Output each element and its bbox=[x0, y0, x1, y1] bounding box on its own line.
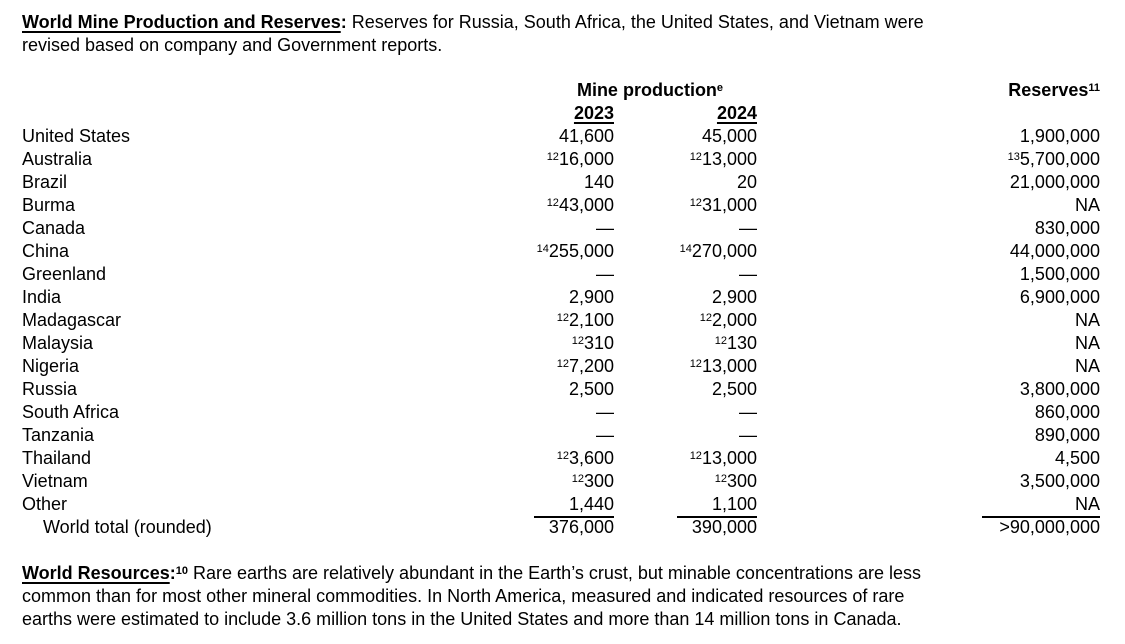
reserves-cell: NA bbox=[1074, 333, 1100, 353]
table-row bbox=[22, 401, 1100, 424]
production-2023-cell: — bbox=[596, 402, 614, 422]
production-2024-cell: 390,000 bbox=[691, 517, 757, 537]
table-row bbox=[22, 470, 1100, 493]
production-2024-cell: $^{12}$31,000 bbox=[689, 195, 757, 215]
table-row bbox=[22, 194, 1100, 217]
footnote-marker: 12 bbox=[556, 450, 569, 462]
table-row bbox=[22, 263, 1100, 286]
footnote-marker: 12 bbox=[546, 197, 559, 209]
production-2024-cell: 2,500 bbox=[711, 379, 757, 399]
reserves-cell: 21,000,000 bbox=[1009, 172, 1100, 192]
production-2023-cell: $^{12}$7,200 bbox=[556, 356, 614, 376]
production-2024-cell: $^{14}$270,000 bbox=[679, 241, 757, 261]
footnote-marker: 12 bbox=[571, 473, 584, 485]
country-label: Brazil bbox=[22, 172, 68, 192]
production-2023-cell: — bbox=[596, 425, 614, 445]
year-2023-header: 2023 bbox=[573, 103, 614, 123]
reserves-cell: 1,500,000 bbox=[1019, 264, 1100, 284]
table-row bbox=[22, 378, 1100, 401]
country-label: United States bbox=[22, 126, 131, 146]
production-2024-cell: — bbox=[739, 402, 757, 422]
resources-text-line3: earths were estimated to include 3.6 million tons in the United States and more than 14 million tons in Canada. bbox=[22, 609, 902, 629]
world-resources-paragraph bbox=[22, 562, 1100, 631]
production-2023-cell: $^{12}$310 bbox=[571, 333, 614, 353]
production-2023-cell: — bbox=[596, 264, 614, 284]
heading-colon: : bbox=[169, 563, 176, 583]
footnote-marker: 12 bbox=[689, 358, 702, 370]
table-row bbox=[22, 516, 1100, 539]
intro-paragraph bbox=[22, 11, 1100, 57]
footnote-marker: 12 bbox=[714, 335, 727, 347]
production-2024-cell: 1,100 bbox=[614, 493, 757, 518]
country-label: Thailand bbox=[22, 448, 92, 468]
intro-text-line2: revised based on company and Government reports. bbox=[22, 35, 443, 55]
table-row bbox=[22, 217, 1100, 240]
production-2024-cell: 20 bbox=[736, 172, 757, 192]
reserves-cell: 4,500 bbox=[1054, 448, 1100, 468]
resources-text-line1: Rare earths are relatively abundant in the Earth’s crust, but minable concentrations are less bbox=[187, 563, 922, 583]
year-header-row bbox=[22, 102, 1100, 125]
reserves-cell: 3,500,000 bbox=[1019, 471, 1100, 491]
table-row bbox=[22, 240, 1100, 263]
footnote-marker-e: e bbox=[716, 82, 724, 94]
table-row bbox=[22, 493, 1100, 516]
table-row bbox=[22, 286, 1100, 309]
country-label: Russia bbox=[22, 379, 78, 399]
country-label: Madagascar bbox=[22, 310, 122, 330]
footnote-marker: 13 bbox=[1007, 151, 1020, 163]
year-header-spacer bbox=[757, 102, 1100, 125]
reserves-cell: >90,000,000 bbox=[999, 517, 1100, 537]
production-reserves-table bbox=[22, 79, 1100, 539]
reserves-cell: 6,900,000 bbox=[1019, 287, 1100, 307]
production-2023-cell: $^{12}$16,000 bbox=[546, 149, 614, 169]
production-2023-cell: $^{12}$2,100 bbox=[556, 310, 614, 330]
production-2024-cell: — bbox=[739, 264, 757, 284]
production-2024-cell: $^{12}$13,000 bbox=[689, 149, 757, 169]
country-label: Australia bbox=[22, 149, 93, 169]
production-2023-cell: 376,000 bbox=[548, 517, 614, 537]
reserves-cell: 44,000,000 bbox=[1009, 241, 1100, 261]
table-row bbox=[22, 309, 1100, 332]
country-label: India bbox=[22, 287, 62, 307]
country-label: Vietnam bbox=[22, 471, 88, 491]
reserves-cell: NA bbox=[1074, 195, 1100, 215]
production-2024-cell: $^{12}$130 bbox=[714, 333, 757, 353]
intro-text-line1: Reserves for Russia, South Africa, the United States, and Vietnam were bbox=[346, 12, 924, 32]
production-2023-cell: 1,440 bbox=[439, 493, 614, 518]
country-label: Burma bbox=[22, 195, 76, 215]
heading-colon: : bbox=[340, 12, 347, 32]
production-2024-cell: 2,900 bbox=[711, 287, 757, 307]
footnote-marker-10: 10 bbox=[175, 565, 188, 577]
footnote-marker: 14 bbox=[536, 243, 549, 255]
production-2024-cell: $^{12}$13,000 bbox=[689, 356, 757, 376]
footnote-marker: 12 bbox=[714, 473, 727, 485]
mine-production-column-header: Mine production$^e$ bbox=[576, 80, 724, 100]
table-body bbox=[22, 125, 1100, 539]
reserves-cell: 860,000 bbox=[1034, 402, 1100, 422]
resources-text-line2: common than for most other mineral commodities. In North America, measured and indicated resources of rare bbox=[22, 586, 905, 606]
reserves-cell: 830,000 bbox=[1034, 218, 1100, 238]
table-group-header-row bbox=[22, 79, 1100, 102]
reserves-column-header: Reserves$^{11}$ bbox=[1008, 80, 1100, 100]
table-row bbox=[22, 424, 1100, 447]
country-label: Canada bbox=[22, 218, 86, 238]
production-2024-cell: $^{12}$2,000 bbox=[699, 310, 757, 330]
reserves-cell: NA bbox=[757, 493, 1100, 518]
footnote-marker: 12 bbox=[689, 197, 702, 209]
table-row bbox=[22, 171, 1100, 194]
reserves-cell: 3,800,000 bbox=[1019, 379, 1100, 399]
production-2023-cell: — bbox=[596, 218, 614, 238]
country-label: World total (rounded) bbox=[43, 517, 212, 537]
reserves-cell: NA bbox=[1074, 310, 1100, 330]
country-label: Other bbox=[22, 494, 68, 514]
footnote-marker: 12 bbox=[699, 312, 712, 324]
production-2024-cell: 45,000 bbox=[701, 126, 757, 146]
reserves-cell: 890,000 bbox=[1034, 425, 1100, 445]
footnote-marker: 12 bbox=[571, 335, 584, 347]
table-row bbox=[22, 148, 1100, 171]
country-label: Malaysia bbox=[22, 333, 94, 353]
country-label: South Africa bbox=[22, 402, 120, 422]
year-header-spacer bbox=[22, 102, 439, 125]
footnote-marker: 12 bbox=[689, 151, 702, 163]
production-2024-cell: — bbox=[739, 425, 757, 445]
table-row bbox=[22, 125, 1100, 148]
production-2023-cell: 140 bbox=[583, 172, 614, 192]
production-2023-cell: $^{12}$43,000 bbox=[546, 195, 614, 215]
production-2023-cell: 2,900 bbox=[568, 287, 614, 307]
reserves-cell: $^{13}$5,700,000 bbox=[1007, 149, 1100, 169]
production-2023-cell: 41,600 bbox=[558, 126, 614, 146]
table-row bbox=[22, 332, 1100, 355]
production-2023-cell: $^{12}$300 bbox=[571, 471, 614, 491]
country-label: Nigeria bbox=[22, 356, 80, 376]
production-2023-cell: 2,500 bbox=[568, 379, 614, 399]
footnote-marker: 12 bbox=[556, 358, 569, 370]
production-2024-cell: $^{12}$13,000 bbox=[689, 448, 757, 468]
footnote-marker: 12 bbox=[689, 450, 702, 462]
footnote-marker: 14 bbox=[679, 243, 692, 255]
country-label: Tanzania bbox=[22, 425, 95, 445]
production-2023-cell: $^{12}$3,600 bbox=[556, 448, 614, 468]
table-row bbox=[22, 355, 1100, 378]
production-2023-cell: $^{14}$255,000 bbox=[536, 241, 614, 261]
mine-production-section-heading: World Mine Production and Reserves bbox=[22, 12, 341, 32]
world-resources-section-heading: World Resources bbox=[22, 563, 170, 583]
footnote-marker: 12 bbox=[556, 312, 569, 324]
footnote-marker: 12 bbox=[546, 151, 559, 163]
production-2024-cell: — bbox=[739, 218, 757, 238]
year-2024-header: 2024 bbox=[716, 103, 757, 123]
table-row bbox=[22, 447, 1100, 470]
production-2024-cell: $^{12}$300 bbox=[714, 471, 757, 491]
footnote-marker-11: 11 bbox=[1088, 82, 1100, 94]
reserves-cell: NA bbox=[1074, 356, 1100, 376]
country-label: Greenland bbox=[22, 264, 107, 284]
reserves-cell: 1,900,000 bbox=[1019, 126, 1100, 146]
country-label: China bbox=[22, 241, 70, 261]
